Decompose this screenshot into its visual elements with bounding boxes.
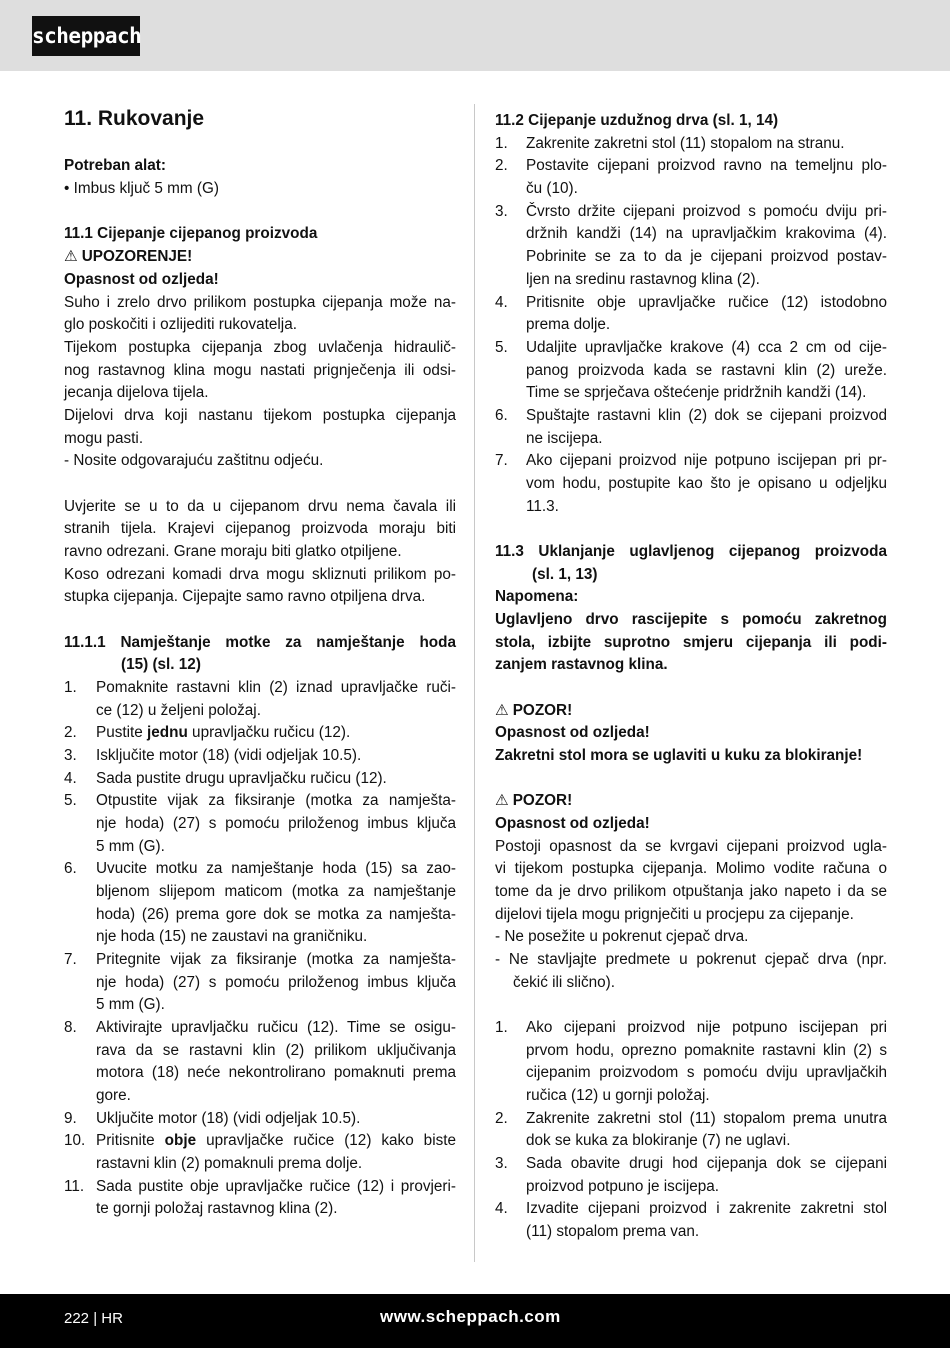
step-line: Sada obavite drugi hod cijepanja dok se cijepani bbox=[526, 1155, 887, 1172]
paragraph-line: Tijekom postupka cijepanja zbog uvlačenja hidraulič- bbox=[64, 339, 456, 356]
step-line: panog proizvoda kada se rastavni klin (2) ureže. bbox=[526, 362, 887, 379]
step-line: ljen na sredinu rastavnog klina (2). bbox=[526, 271, 760, 288]
step-line: Otpustite vijak za fiksiranje (motka za namješta- bbox=[96, 792, 456, 809]
step-number: 5. bbox=[495, 339, 508, 356]
paragraph-line: nog rastavnog klina mogu nastati prignječenja ili odsi- bbox=[64, 362, 456, 379]
paragraph-line: tome da je drvo prilikom otpuštanja jako napeto i da se bbox=[495, 883, 887, 900]
step-line: cijepanim proizvodom s pomoću dviju upravljačkih bbox=[526, 1064, 887, 1081]
warning-triangle-icon: ⚠ bbox=[64, 248, 78, 265]
caution-label: POZOR! bbox=[512, 702, 573, 719]
step-line: Čvrsto držite cijepani proizvod s pomoću dviju pri- bbox=[526, 203, 887, 220]
step-line: prvom hodu, oprezno pomaknite rastavni klin (2) s bbox=[526, 1042, 887, 1059]
step-line: Pritisnite obje upravljačke ručice (12) kako biste bbox=[96, 1132, 456, 1149]
warning-label: UPOZORENJE! bbox=[81, 248, 193, 265]
subsection-heading-11-1: 11.1 Cijepanje cijepanog proizvoda bbox=[64, 225, 318, 242]
emphasis: obje bbox=[164, 1132, 197, 1149]
step-number: 3. bbox=[64, 747, 77, 764]
step-number: 5. bbox=[64, 792, 77, 809]
paragraph-line: vi tijekom postupka cijepanja. Molimo vodite računa o bbox=[495, 860, 887, 877]
note-label: Napomena: bbox=[495, 588, 579, 605]
step-line: Ako cijepani proizvod nije potpuno iscijepan pri pr- bbox=[526, 452, 887, 469]
danger-text: Opasnost od ozljeda! bbox=[495, 815, 650, 832]
step-line: Pritisnite obje upravljačke ručice (12) istodobno bbox=[526, 294, 887, 311]
step-line: nje hoda (15) ne zaustavi na graničniku. bbox=[96, 928, 368, 945]
step-number: 1. bbox=[64, 679, 77, 696]
step-line: Zakrenite zakretni stol (11) stopalom na stranu. bbox=[526, 135, 845, 152]
caution-line bbox=[495, 790, 887, 813]
step-line: prema dolje. bbox=[526, 316, 611, 333]
step-line: gore. bbox=[96, 1087, 131, 1104]
table-lock-warning: Zakretni stol mora se uglaviti u kuku za blokiranje! bbox=[495, 747, 863, 764]
website-link[interactable]: www.scheppach.com bbox=[380, 1307, 561, 1326]
paragraph-line: mogu pasti. bbox=[64, 430, 144, 447]
step-line: Udaljite upravljačke krakove (4) cca 2 cm od cije- bbox=[526, 339, 887, 356]
paragraph-line: Koso odrezani komadi drva mogu skliznuti prilikom po- bbox=[64, 566, 456, 583]
step-line: proizvod potpuno je iscijepa. bbox=[526, 1178, 720, 1195]
step-line: nje hoda) (27) s pomoću priloženog imbus ključa bbox=[96, 974, 456, 991]
paragraph-line: jecanja dijelova tijela. bbox=[64, 384, 209, 401]
warning-triangle-icon: ⚠ bbox=[495, 702, 509, 719]
tools-item: • Imbus ključ 5 mm (G) bbox=[64, 180, 219, 197]
step-line: Pobrinite se za to da je cijepani proizvod postav- bbox=[526, 248, 887, 265]
paragraph-line: dijelovi tijela mogu prignječiti u procjepu za cijepanje. bbox=[495, 906, 854, 923]
step-number: 7. bbox=[64, 951, 77, 968]
page-number: 222 | HR bbox=[64, 1310, 123, 1327]
step-line: rastavni klin (2) pomaknuli prema dolje. bbox=[96, 1155, 363, 1172]
page-header bbox=[0, 0, 950, 71]
step-number: 10. bbox=[64, 1132, 86, 1149]
step-line: Time se sprječava oštećenje pridržnih kandži (14). bbox=[526, 384, 867, 401]
step-line: Aktivirajte upravljačku ručicu (12). Time se osigu- bbox=[96, 1019, 456, 1036]
step-line: ručica (12) u gornji položaj. bbox=[526, 1087, 710, 1104]
dash-item: - Nosite odgovarajuću zaštitnu odjeću. bbox=[64, 452, 324, 469]
step-line: držnih kandži (14) na upravljačkim krakovima (4). bbox=[526, 225, 887, 242]
step-line: Uključite motor (18) (vidi odjeljak 10.5). bbox=[96, 1110, 361, 1127]
dash-item: - Ne stavljajte predmete u pokrenut cjepač drva (npr. bbox=[495, 951, 887, 968]
step-line: Sada pustite obje upravljačke ručice (12) i provjeri- bbox=[96, 1178, 456, 1195]
step-line: vom hodu, postupite kao što je opisano u odjeljku bbox=[526, 475, 887, 492]
step-number: 2. bbox=[64, 724, 77, 741]
step-line: Pomaknite rastavni klin (2) iznad upravljačke ruči- bbox=[96, 679, 456, 696]
step-number: 4. bbox=[495, 294, 508, 311]
caution-label: POZOR! bbox=[512, 792, 573, 809]
paragraph-line: Suho i zrelo drvo prilikom postupka cijepanja može na- bbox=[64, 294, 456, 311]
paragraph-line: Uvjerite se u to da u cijepanom drvu nema čavala ili bbox=[64, 498, 456, 515]
step-number: 6. bbox=[495, 407, 508, 424]
step-number: 6. bbox=[64, 860, 77, 877]
emphasis: jednu bbox=[147, 724, 188, 741]
step-line: dok se kuka za blokiranje (7) ne uglavi. bbox=[526, 1132, 791, 1149]
step-number: 1. bbox=[495, 135, 508, 152]
step-line: Uvucite motku za namještanje hoda (15) sa zao- bbox=[96, 860, 456, 877]
step-line: nje hoda) (27) s pomoću priloženog imbus ključa bbox=[96, 815, 456, 832]
warning-line bbox=[64, 246, 456, 269]
dash-item-cont: čekić ili slično). bbox=[513, 974, 615, 991]
step-line: 5 mm (G). bbox=[96, 996, 165, 1013]
step-number: 9. bbox=[64, 1110, 77, 1127]
paragraph-line: Postoji opasnost da se kvrgavi cijepani proizvod ugla- bbox=[495, 838, 887, 855]
step-line: ne iscijepa. bbox=[526, 430, 603, 447]
danger-text: Opasnost od ozljeda! bbox=[495, 724, 650, 741]
step-number: 3. bbox=[495, 203, 508, 220]
caution-line bbox=[495, 700, 887, 723]
subsection-heading-11-2: 11.2 Cijepanje uzdužnog drva (sl. 1, 14) bbox=[495, 112, 779, 129]
step-line: Pritegnite vijak za fiksiranje (motka za namješta- bbox=[96, 951, 456, 968]
column-divider bbox=[474, 104, 475, 1262]
paragraph-line: stupka cijepanja. Cijepajte samo ravno otpiljena drva. bbox=[64, 588, 426, 605]
subsection-heading-11-3: 11.3 Uklanjanje uglavljenog cijepanog proizvoda bbox=[495, 543, 887, 560]
step-number: 3. bbox=[495, 1155, 508, 1172]
step-number: 2. bbox=[495, 157, 508, 174]
step-line: Izvadite cijepani proizvod i zakrenite zakretni stol bbox=[526, 1200, 887, 1217]
step-line: (11) stopalom prema van. bbox=[526, 1223, 700, 1240]
dash-item: - Ne posežite u pokrenut cjepač drva. bbox=[495, 928, 749, 945]
step-line: Postavite cijepani proizvod ravno na temeljnu plo- bbox=[526, 157, 887, 174]
step-number: 4. bbox=[64, 770, 77, 787]
danger-text: Opasnost od ozljeda! bbox=[64, 271, 219, 288]
step-line: Isključite motor (18) (vidi odjeljak 10.5). bbox=[96, 747, 362, 764]
step-line: ču (10). bbox=[526, 180, 578, 197]
subsection-heading-11-1-1: 11.1.1 Namještanje motke za namještanje hoda bbox=[64, 634, 456, 651]
step-line: Pustite jednu upravljačku ručicu (12). bbox=[96, 724, 351, 741]
subsection-heading-11-3-cont: (sl. 1, 13) bbox=[532, 566, 598, 583]
step-line: te gornji položaj rastavnog klina (2). bbox=[96, 1200, 338, 1217]
step-number: 7. bbox=[495, 452, 508, 469]
step-line: motora (18) neće nekontrolirano pomaknuti prema bbox=[96, 1064, 456, 1081]
page-footer bbox=[0, 1294, 950, 1348]
warning-triangle-icon: ⚠ bbox=[495, 792, 509, 809]
step-number: 8. bbox=[64, 1019, 77, 1036]
brand-logo: scheppach bbox=[32, 16, 140, 56]
step-number: 2. bbox=[495, 1110, 508, 1127]
step-line: Spuštajte rastavni klin (2) dok se cijepani proizvod bbox=[526, 407, 887, 424]
paragraph-line: Dijelovi drva koji nastanu tijekom postupka cijepanja bbox=[64, 407, 456, 424]
step-line: ce (12) u željeni položaj. bbox=[96, 702, 261, 719]
step-number: 4. bbox=[495, 1200, 508, 1217]
paragraph-line: stranih tijela. Krajevi cijepanog proizvoda moraju biti bbox=[64, 520, 456, 537]
step-line: hoda) (26) prema gore dok se motka za namješta- bbox=[96, 906, 456, 923]
step-number: 1. bbox=[495, 1019, 508, 1036]
step-line: rava da se rastavni klin (2) prilikom uključivanja bbox=[96, 1042, 456, 1059]
step-line: Sada pustite drugu upravljačku ručicu (12). bbox=[96, 770, 387, 787]
subsection-heading-11-1-1-cont: (15) (sl. 12) bbox=[121, 656, 201, 673]
section-title: 11. Rukovanje bbox=[64, 107, 205, 130]
step-line: Zakrenite zakretni stol (11) stopalom prema unutra bbox=[526, 1110, 887, 1127]
paragraph-line: ravno odrezani. Grane moraju biti glatko otpiljene. bbox=[64, 543, 402, 560]
note-line: Uglavljeno drvo rascijepite s pomoću zakretnog bbox=[495, 611, 887, 628]
note-line: zanjem rastavnog klina. bbox=[495, 656, 668, 673]
paragraph-line: glo poskočiti i ozlijediti rukovatelja. bbox=[64, 316, 297, 333]
step-line: 11.3. bbox=[526, 498, 559, 515]
note-line: stola, izbijte suprotno smjeru cijepanja ili podi- bbox=[495, 634, 887, 651]
tools-heading: Potreban alat: bbox=[64, 157, 166, 174]
step-line: Ako cijepani proizvod nije potpuno iscijepan pri bbox=[526, 1019, 887, 1036]
step-line: 5 mm (G). bbox=[96, 838, 165, 855]
step-line: bljenom slijepom maticom (motka za namještanje bbox=[96, 883, 456, 900]
step-number: 11. bbox=[64, 1178, 85, 1195]
